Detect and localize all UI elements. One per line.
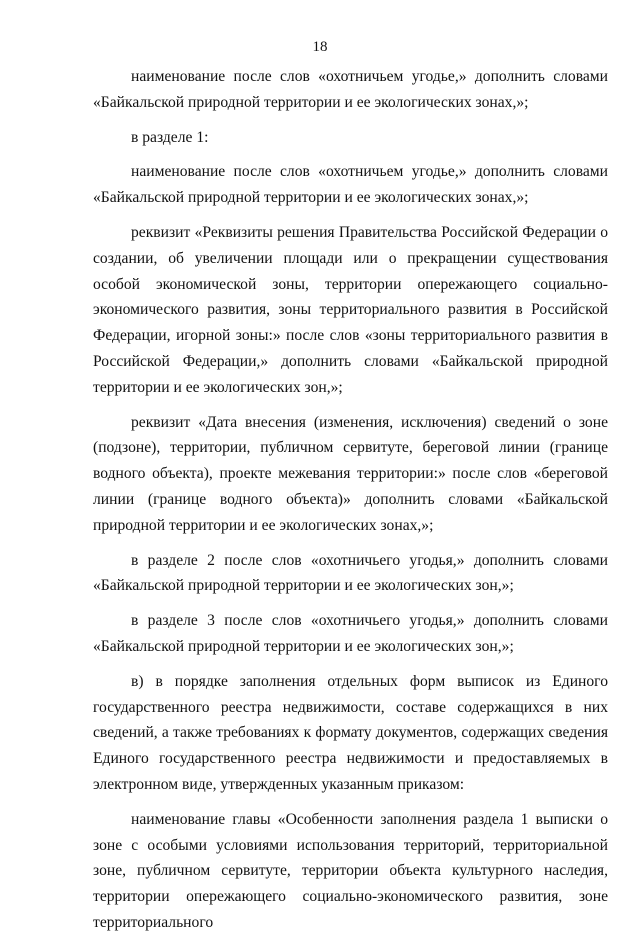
paragraph: наименование после слов «охотничьем угодье,» дополнить словами «Байкальской природной территории и ее экологических зонах,»; (93, 68, 608, 111)
page-number: 18 (312, 39, 328, 55)
document-body (93, 64, 608, 936)
paragraph: в) в порядке заполнения отдельных форм выписок из Единого государственного реестра недвижимости, составе содержащихся в них сведений, а также требованиях к формату документов, содержащих сведения Единого государственного реестра недвижимости и предоставляемых в электронном виде, утвержденных указанным приказом: (93, 672, 608, 793)
paragraph: в разделе 1: (131, 128, 209, 146)
paragraph: в разделе 2 после слов «охотничьего угодья,» дополнить словами «Байкальской природной территории и ее экологических зон,»; (93, 551, 608, 595)
paragraph: реквизит «Реквизиты решения Правительства Российской Федерации о создании, об увеличении площади или о прекращении существования особой экономической зоны, территории опережающего социально-экономического развития, зоны территориального развития в Российской Федерации, игорной зоны:» после слов «зоны территориального развития в Российской Федерации,» дополнить словами «Байкальской природной территории и ее экологических зон,»; (93, 223, 608, 396)
paragraph: наименование главы «Особенности заполнения раздела 1 выписки о зоне с особыми условиями использования территорий, территориальной зоне, публичном сервитуте, территории объекта культурного наследия, территории опережающего социально-экономического развития, зоне территориального (93, 810, 608, 931)
paragraph: наименование после слов «охотничьем угодье,» дополнить словами «Байкальской природной территории и ее экологических зонах,»; (93, 163, 608, 207)
paragraph: в разделе 3 после слов «охотничьего угодья,» дополнить словами «Байкальской природной территории и ее экологических зон,»; (93, 612, 608, 655)
paragraph: реквизит «Дата внесения (изменения, исключения) сведений о зоне (подзоне), территории, публичном сервитуте, береговой линии (границе водного объекта), проекте межевания территории:» после слов «береговой линии (границе водного объекта)» дополнить словами «Байкальской природной территории и ее экологических зонах,»; (93, 413, 608, 534)
